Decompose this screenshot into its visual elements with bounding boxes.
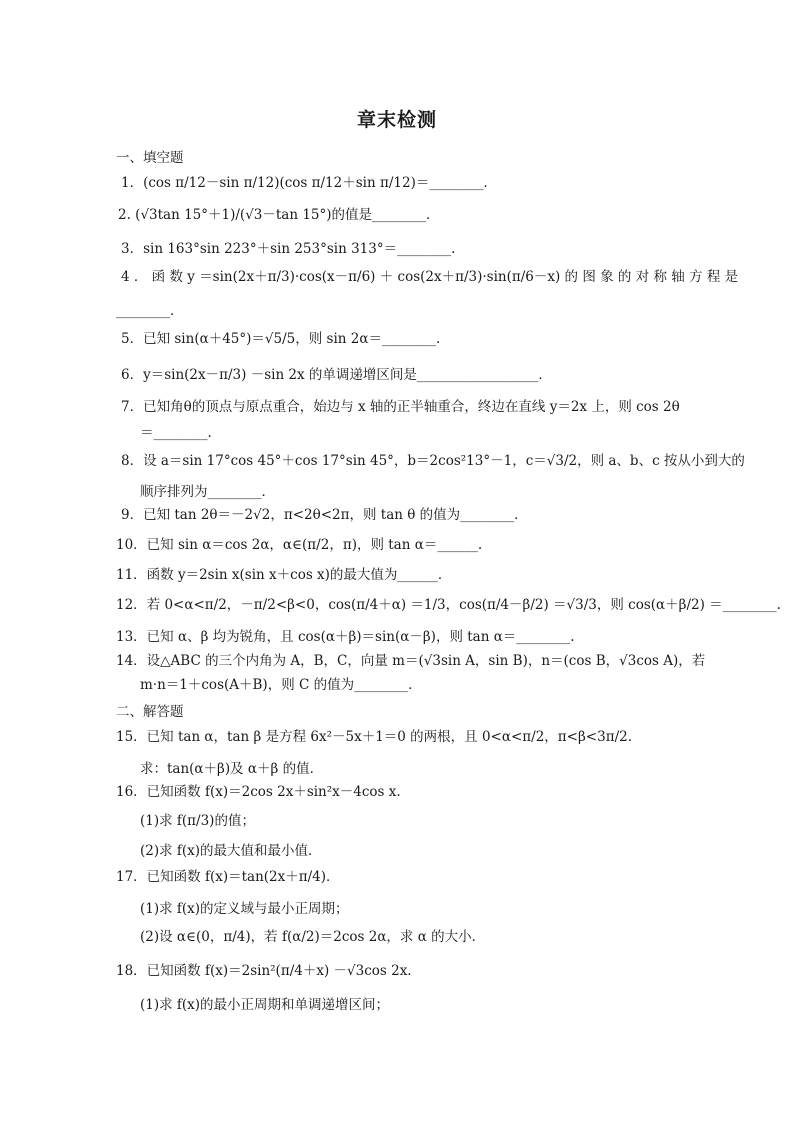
question-15: 15．已知 tan α，tan β 是方程 6x²－5x＋1＝0 的两根，且 0<α<π/2，π<β<3π/2. [116,729,632,745]
question-13: 13．已知 α、β 均为锐角，且 cos(α＋β)＝sin(α－β)，则 tan α＝________. [116,629,575,645]
question-16: 16．已知函数 f(x)＝2cos 2x＋sin²x－4cos x. [116,784,401,800]
question-16-part-2: (2)求 f(x)的最大值和最小值． [140,843,322,859]
question-15-cont: 求：tan(α＋β)及 α＋β 的值． [140,761,324,777]
question-6: 6．y＝sin(2x－π/3) －sin 2x 的单调递增区间是__________________． [121,367,552,383]
question-16-part-1: (1)求 f(π/3)的值； [140,813,255,829]
section-heading-solve: 二、解答题 [116,704,184,720]
question-3: 3．sin 163°sin 223°＋sin 253°sin 313°＝________. [121,241,456,257]
page-title: 章末检测 [356,109,437,131]
question-5: 5．已知 sin(α＋45°)＝√5/5，则 sin 2α＝________. [121,331,441,347]
question-1: 1．(cos π/12－sin π/12)(cos π/12＋sin π/12)＝________. [121,175,488,191]
question-8-cont: 顺序排列为________． [140,484,275,500]
question-10: 10．已知 sin α＝cos 2α，α∈(π/2，π)，则 tan α＝______. [116,537,483,553]
question-17-part-2: (2)设 α∈(0，π/4)，若 f(α/2)＝2cos 2α，求 α 的大小． [140,929,486,945]
question-7: 7．已知角θ的顶点与原点重合，始边与 x 轴的正半轴重合，终边在直线 y＝2x 上，则 cos 2θ [121,399,680,415]
question-18-part-1: (1)求 f(x)的最小正周期和单调递增区间； [140,997,390,1013]
question-11: 11．函数 y＝2sin x(sin x＋cos x)的最大值为______． [116,567,452,583]
question-17-part-1: (1)求 f(x)的定义域与最小正周期； [140,901,349,917]
question-17: 17．已知函数 f(x)＝tan(2x＋π/4)． [116,869,340,885]
question-12: 12．若 0<α<π/2，－π/2<β<0，cos(π/4＋α) ＝1/3，cos(π/4－β/2) ＝√3/3，则 cos(α＋β/2) ＝________. [116,597,781,613]
question-7-cont: ＝________. [140,425,212,441]
question-9: 9．已知 tan 2θ＝－2√2，π<2θ<2π，则 tan θ 的值为________． [121,507,528,523]
question-8: 8．设 a＝sin 17°cos 45°＋cos 17°sin 45°，b＝2cos²13°－1，c＝√3/2，则 a、b、c 按从小到大的 [121,453,745,469]
section-heading-fill-in: 一、填空题 [116,150,184,166]
question-2: 2. (√3tan 15°＋1)/(√3－tan 15°)的值是________． [118,207,440,223]
question-4: 4 ． 函 数 y ＝sin(2x＋π/3)·cos(x－π/6) ＋ cos(2x＋π/3)·sin(π/6－x) 的 图 象 的 对 称 轴 方 程 是 [121,269,739,285]
question-18: 18．已知函数 f(x)＝2sin²(π/4＋x) －√3cos 2x. [116,963,412,979]
question-4-blank: ________． [116,303,184,319]
question-14-cont: m·n＝1＋cos(A＋B)，则 C 的值为________． [140,677,422,693]
question-14: 14．设△ABC 的三个内角为 A，B，C，向量 m＝(√3sin A，sin B)，n＝(cos B，√3cos A)，若 [116,653,706,669]
